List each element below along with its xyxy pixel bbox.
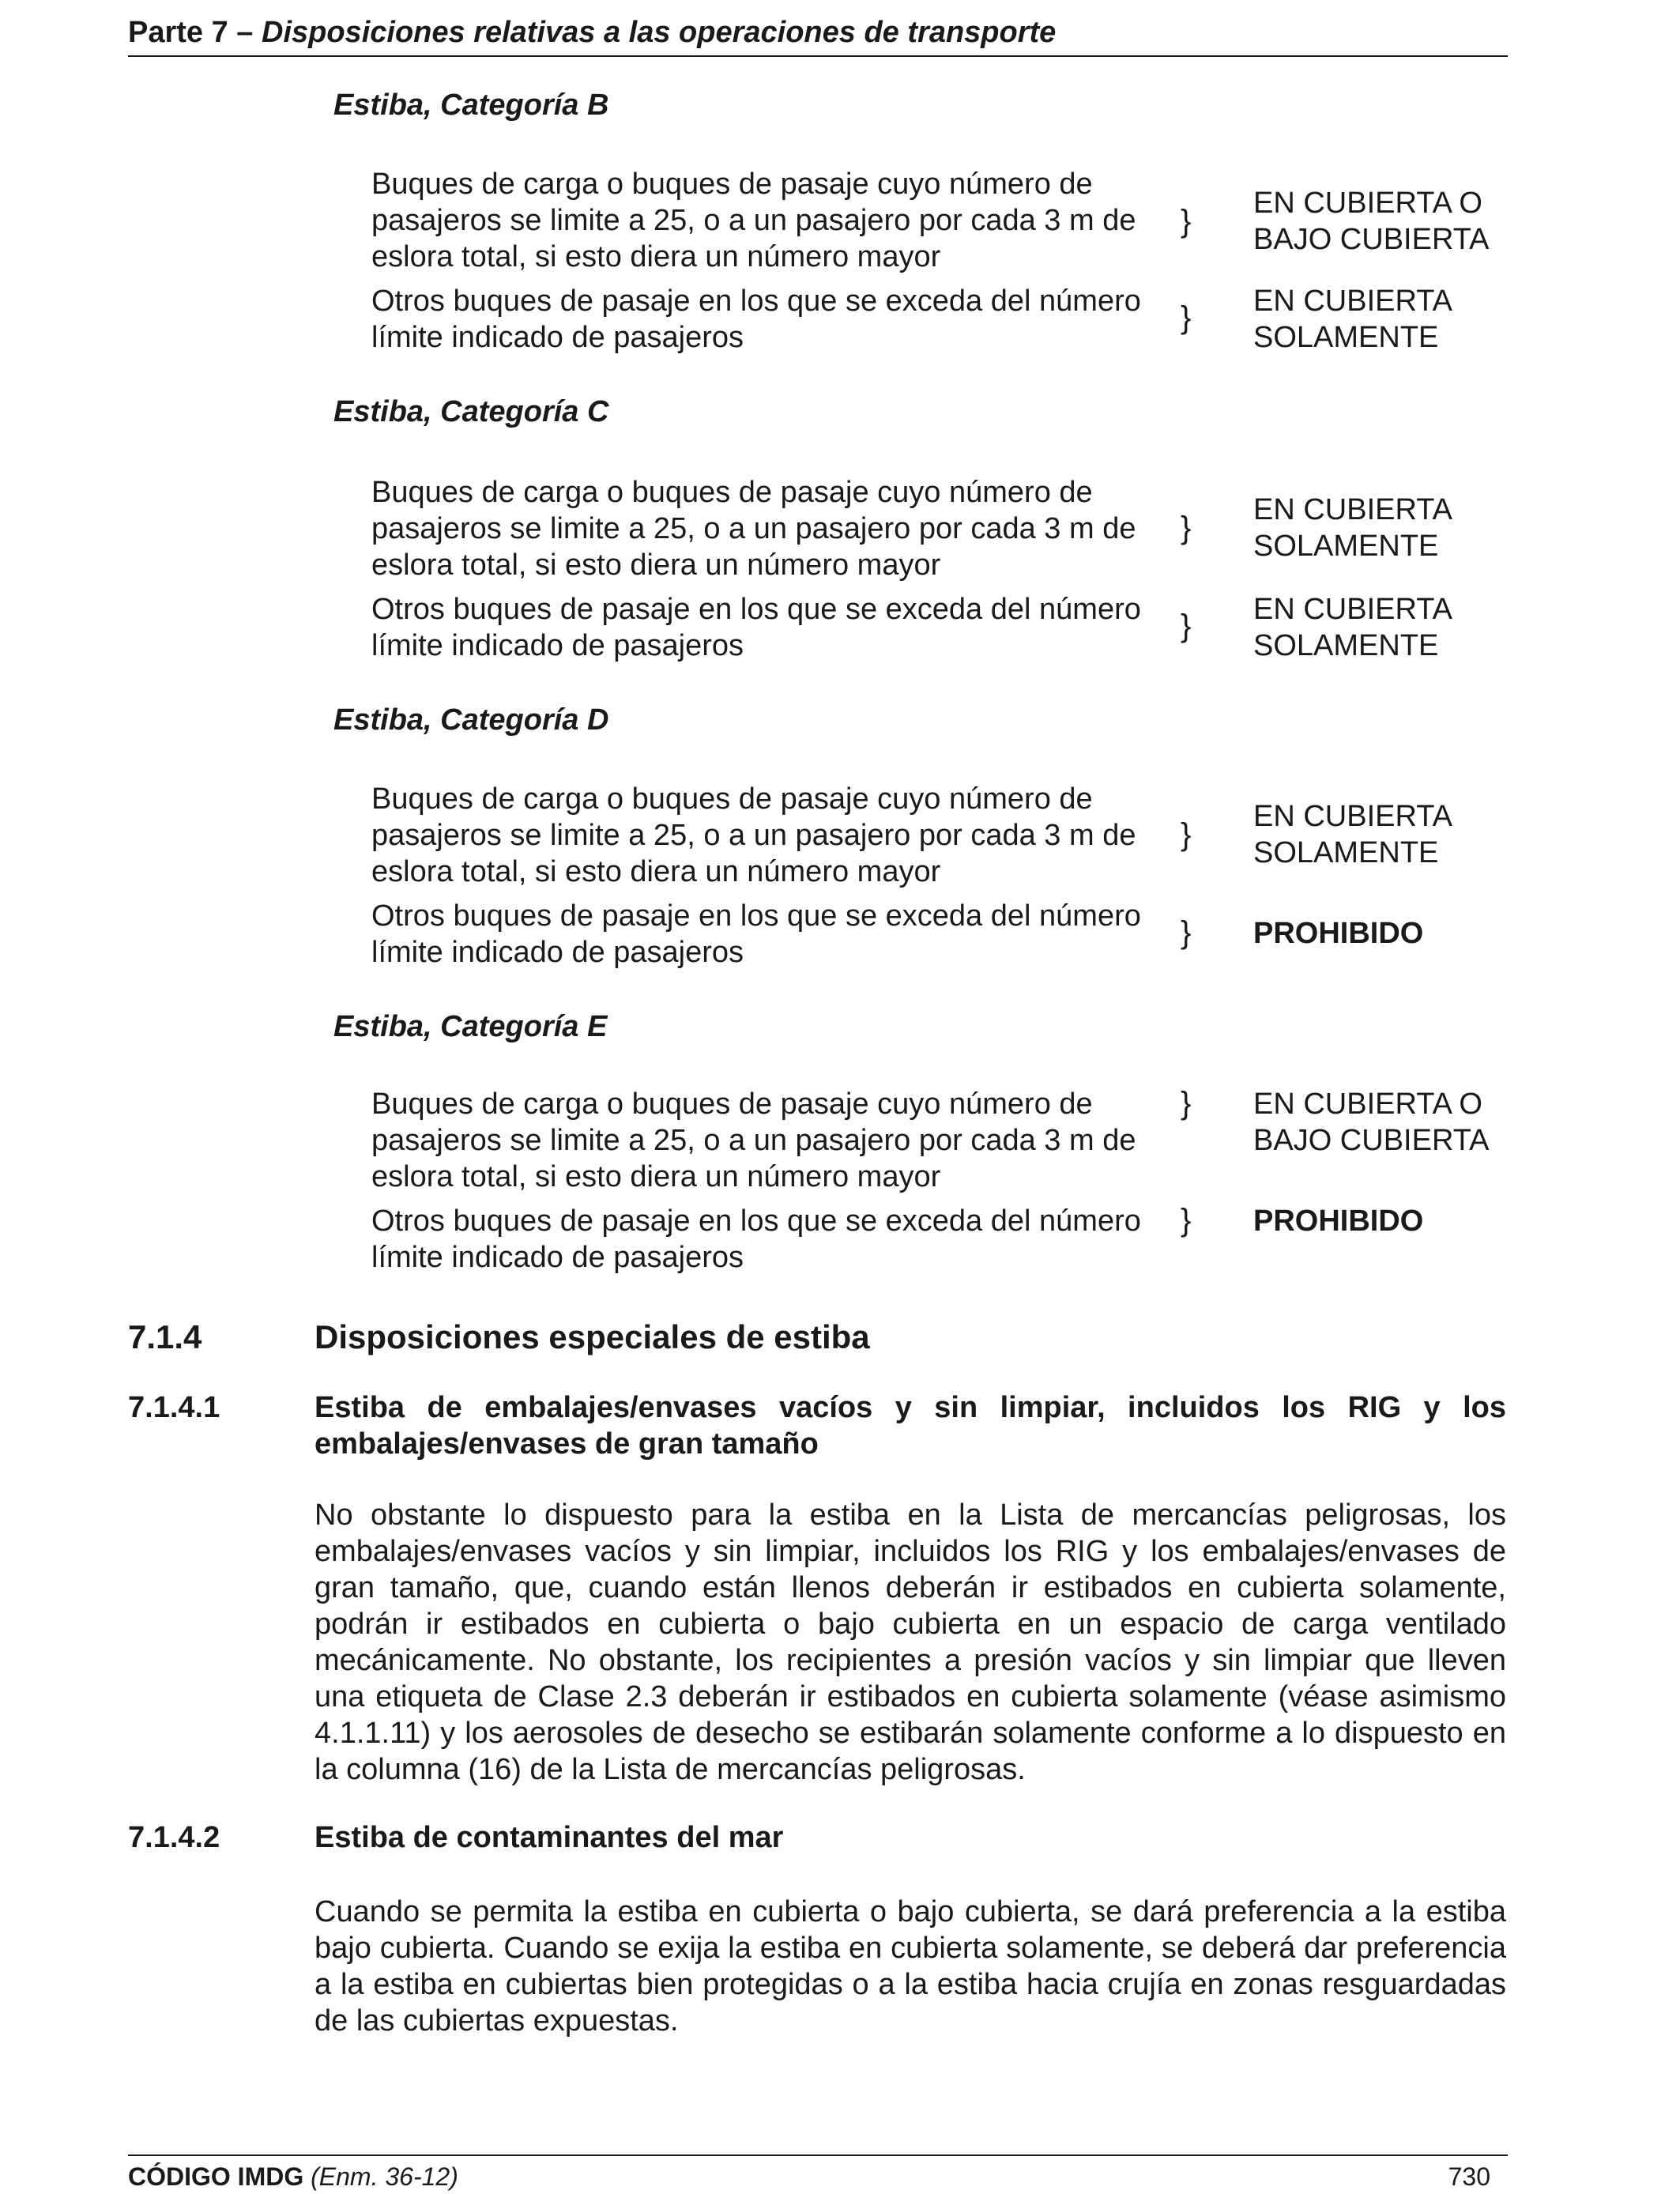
section-7142-number: 7.1.4.2 [128, 1821, 220, 1854]
category-d-cargo-vessels: Buques de carga o buques de pasaje cuyo número de pasajeros se limite a 25, o a un pasajero por cada 3 m de eslora total, si esto diera un número mayor [371, 782, 1136, 888]
category-d-title: Estiba, Categoría D [333, 703, 609, 737]
category-d-brace-2: } [1181, 915, 1192, 950]
category-c-cargo-vessels: Buques de carga o buques de pasaje cuyo número de pasajeros se limite a 25, o a un pasajero por cada 3 m de eslora total, si esto diera un número mayor [371, 476, 1136, 582]
category-b-cargo-vessels: Buques de carga o buques de pasaje cuyo número de pasajeros se limite a 25, o a un pasajero por cada 3 m de eslora total, si esto diera un número mayor [371, 168, 1136, 273]
footer-amendment: (Enm. 36-12) [311, 2162, 458, 2191]
category-e-brace-2: } [1181, 1203, 1192, 1238]
category-c-brace-1: } [1181, 511, 1192, 545]
category-b-other-allocation: EN CUBIERTA SOLAMENTE [1253, 285, 1451, 354]
page-number: 730 [1448, 2162, 1490, 2191]
section-714-title: Disposiciones especiales de estiba [315, 1318, 870, 1355]
section-7141-title: Estiba de embalajes/envases vacíos y sin limpiar, incluidos los RIG y los embalajes/envases de gran tamaño [315, 1391, 1506, 1461]
category-b-brace-2: } [1181, 300, 1192, 335]
category-d-other-vessels: Otros buques de pasaje en los que se exceda del número límite indicado de pasajeros [371, 899, 1141, 969]
category-b-brace-1: } [1181, 204, 1192, 239]
category-e-cargo-vessels: Buques de carga o buques de pasaje cuyo número de pasajeros se limite a 25, o a un pasajero por cada 3 m de eslora total, si esto diera un número mayor [371, 1088, 1136, 1193]
category-d-cargo-allocation: EN CUBIERTA SOLAMENTE [1253, 800, 1451, 869]
footer-rule [128, 2154, 1508, 2156]
category-b-cargo-allocation: EN CUBIERTA O BAJO CUBIERTA [1253, 187, 1490, 256]
category-e-other-allocation: PROHIBIDO [1253, 1204, 1424, 1238]
category-e-other-vessels: Otros buques de pasaje en los que se exceda del número límite indicado de pasajeros [371, 1204, 1141, 1274]
category-e-cargo-allocation: EN CUBIERTA O BAJO CUBIERTA [1253, 1088, 1490, 1157]
category-e-title: Estiba, Categoría E [333, 1010, 608, 1043]
category-d-other-allocation: PROHIBIDO [1253, 917, 1424, 950]
section-714-number: 7.1.4 [128, 1318, 202, 1355]
header-title: Disposiciones relativas a las operaciones de transporte [262, 16, 1057, 49]
category-c-title: Estiba, Categoría C [333, 395, 609, 428]
footer-code-name: CÓDIGO IMDG [128, 2162, 304, 2191]
category-c-other-allocation: EN CUBIERTA SOLAMENTE [1253, 593, 1451, 662]
section-7142-title: Estiba de contaminantes del mar [315, 1821, 784, 1854]
header-rule [128, 55, 1508, 57]
category-c-other-vessels: Otros buques de pasaje en los que se exceda del número límite indicado de pasajeros [371, 593, 1141, 662]
footer-code [128, 2162, 458, 2192]
section-7141-body: No obstante lo dispuesto para la estiba en la Lista de mercancías peligrosas, los embalajes/envases vacíos y sin limpiar, incluidos los RIG y los embalajes/envases de gran tamaño, que, cuando están llenos deberán ir estibados en cubierta solamente, podrán ir estibados en cubierta o bajo cubierta en un espacio de carga ventilado mecánicamente. No obstante, los recipientes a presión vacíos y sin limpiar que lleven una etiqueta de Clase 2.3 deberán ir estibados en cubierta solamente (véase asimismo 4.1.1.11) y los aerosoles de desecho se estibarán solamente conforme a lo dispuesto en la columna (16) de la Lista de mercancías peligrosas. [315, 1498, 1506, 1786]
category-b-title: Estiba, Categoría B [333, 89, 609, 122]
category-e-brace-1: } [1181, 1086, 1192, 1121]
category-b-other-vessels: Otros buques de pasaje en los que se exceda del número límite indicado de pasajeros [371, 285, 1141, 354]
section-7142-body: Cuando se permita la estiba en cubierta o bajo cubierta, se dará preferencia a la estiba bajo cubierta. Cuando se exija la estiba en cubierta solamente, se deberá dar preferencia a la estiba en cubiertas bien protegidas o a la estiba hacia crujía en zonas resguardadas de las cubiertas expuestas. [315, 1895, 1506, 2038]
category-c-brace-2: } [1181, 609, 1192, 643]
running-header [128, 16, 1056, 50]
category-c-cargo-allocation: EN CUBIERTA SOLAMENTE [1253, 493, 1451, 563]
section-7141-number: 7.1.4.1 [128, 1391, 220, 1424]
category-d-brace-1: } [1181, 817, 1192, 852]
header-part: Parte 7 – [128, 16, 262, 49]
